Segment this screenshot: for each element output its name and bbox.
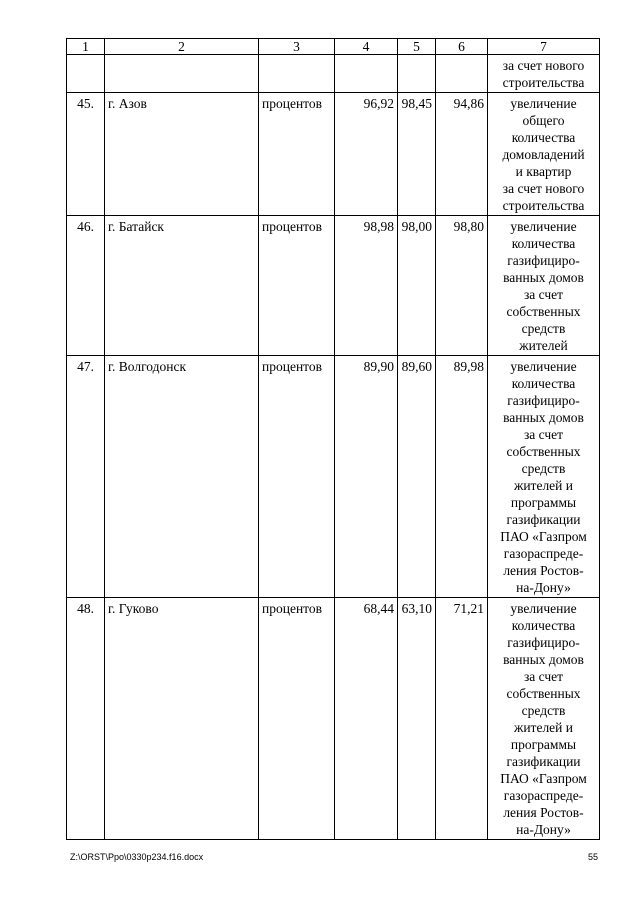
value-col5-cell: 98,00 xyxy=(398,216,436,356)
note-line: на-Дону» xyxy=(516,580,571,595)
note-line: за счет xyxy=(523,669,564,684)
city-name-cell: г. Волгодонск xyxy=(105,356,259,598)
note-line: ванных домов xyxy=(503,652,584,667)
note-line: количества xyxy=(511,376,576,391)
value-col5-cell: 98,45 xyxy=(398,93,436,216)
note-line: жителей и xyxy=(514,478,573,493)
header-row xyxy=(67,39,600,55)
note-line: газификации xyxy=(506,754,581,769)
note-line: и квартир xyxy=(515,164,572,179)
note-cell xyxy=(488,356,600,598)
row-number-cell: 48. xyxy=(67,598,105,840)
note-line: собственных xyxy=(506,686,581,701)
note-line: программы xyxy=(510,737,577,752)
table-row xyxy=(67,93,600,216)
note-line: ления Ростов- xyxy=(503,805,584,820)
value-col4-cell: 96,92 xyxy=(335,93,398,216)
data-table xyxy=(66,38,600,840)
value-col6-cell: 94,86 xyxy=(436,93,488,216)
note-line: ванных домов xyxy=(503,410,584,425)
note-line: газифициро- xyxy=(507,253,580,268)
unit-cell: процентов xyxy=(259,598,335,840)
table-row xyxy=(67,598,600,840)
note-line: за счет xyxy=(523,287,564,302)
row-number-cell xyxy=(67,55,105,93)
note-line: на-Дону» xyxy=(516,822,571,837)
note-line: газификации xyxy=(506,512,581,527)
column-header: 3 xyxy=(259,39,335,55)
note-line: за счет нового xyxy=(502,58,585,73)
note-line: количества xyxy=(511,618,576,633)
table-body xyxy=(67,55,600,840)
unit-cell: процентов xyxy=(259,216,335,356)
value-col6-cell xyxy=(436,55,488,93)
unit-cell: процентов xyxy=(259,356,335,598)
value-col5-cell xyxy=(398,55,436,93)
value-col6-cell: 89,98 xyxy=(436,356,488,598)
column-header: 4 xyxy=(335,39,398,55)
value-col5-cell: 89,60 xyxy=(398,356,436,598)
note-line: за счет xyxy=(523,427,564,442)
value-col4-cell: 68,44 xyxy=(335,598,398,840)
note-line: средств xyxy=(521,461,566,476)
note-line: газораспреде- xyxy=(503,788,584,803)
column-header: 1 xyxy=(67,39,105,55)
note-line: жителей и xyxy=(514,720,573,735)
row-number-cell: 47. xyxy=(67,356,105,598)
column-header: 7 xyxy=(488,39,600,55)
note-line: ванных домов xyxy=(503,270,584,285)
note-line: ления Ростов- xyxy=(503,563,584,578)
value-col4-cell xyxy=(335,55,398,93)
value-col6-cell: 71,21 xyxy=(436,598,488,840)
column-header: 2 xyxy=(105,39,259,55)
note-line: общего xyxy=(522,113,565,128)
value-col4-cell: 89,90 xyxy=(335,356,398,598)
note-line: средств xyxy=(521,703,566,718)
footer-file-path: Z:\ORST\Ppo\0330p234.f16.docx xyxy=(70,852,204,862)
note-line: количества xyxy=(511,236,576,251)
note-line: домовладений xyxy=(502,147,585,162)
table-row xyxy=(67,55,600,93)
note-line: количества xyxy=(511,130,576,145)
value-col5-cell: 63,10 xyxy=(398,598,436,840)
note-line: строительства xyxy=(502,198,585,213)
unit-cell: процентов xyxy=(259,93,335,216)
note-line: увеличение xyxy=(510,219,577,234)
city-name-cell: г. Гуково xyxy=(105,598,259,840)
city-name-cell: г. Азов xyxy=(105,93,259,216)
value-col4-cell: 98,98 xyxy=(335,216,398,356)
note-line: собственных xyxy=(506,444,581,459)
note-line: увеличение xyxy=(510,601,577,616)
note-line: за счет нового xyxy=(502,181,585,196)
note-cell xyxy=(488,93,600,216)
row-number-cell: 46. xyxy=(67,216,105,356)
note-line: газифициро- xyxy=(507,393,580,408)
unit-cell xyxy=(259,55,335,93)
note-line: увеличение xyxy=(510,359,577,374)
table-row xyxy=(67,216,600,356)
note-cell xyxy=(488,598,600,840)
page-number: 55 xyxy=(587,852,598,862)
column-header: 6 xyxy=(436,39,488,55)
table-row xyxy=(67,356,600,598)
note-line: строительства xyxy=(502,75,585,90)
city-name-cell: г. Батайск xyxy=(105,216,259,356)
note-line: средств xyxy=(521,321,566,336)
note-line: газифициро- xyxy=(507,635,580,650)
city-name-cell xyxy=(105,55,259,93)
value-col6-cell: 98,80 xyxy=(436,216,488,356)
note-cell xyxy=(488,55,600,93)
note-line: собственных xyxy=(506,304,581,319)
row-number-cell: 45. xyxy=(67,93,105,216)
note-line: газораспреде- xyxy=(503,546,584,561)
column-header: 5 xyxy=(398,39,436,55)
note-line: ПАО «Газпром xyxy=(500,529,587,544)
note-cell xyxy=(488,216,600,356)
note-line: программы xyxy=(510,495,577,510)
note-line: ПАО «Газпром xyxy=(500,771,587,786)
note-line: жителей xyxy=(519,338,568,353)
note-line: увеличение xyxy=(510,96,577,111)
